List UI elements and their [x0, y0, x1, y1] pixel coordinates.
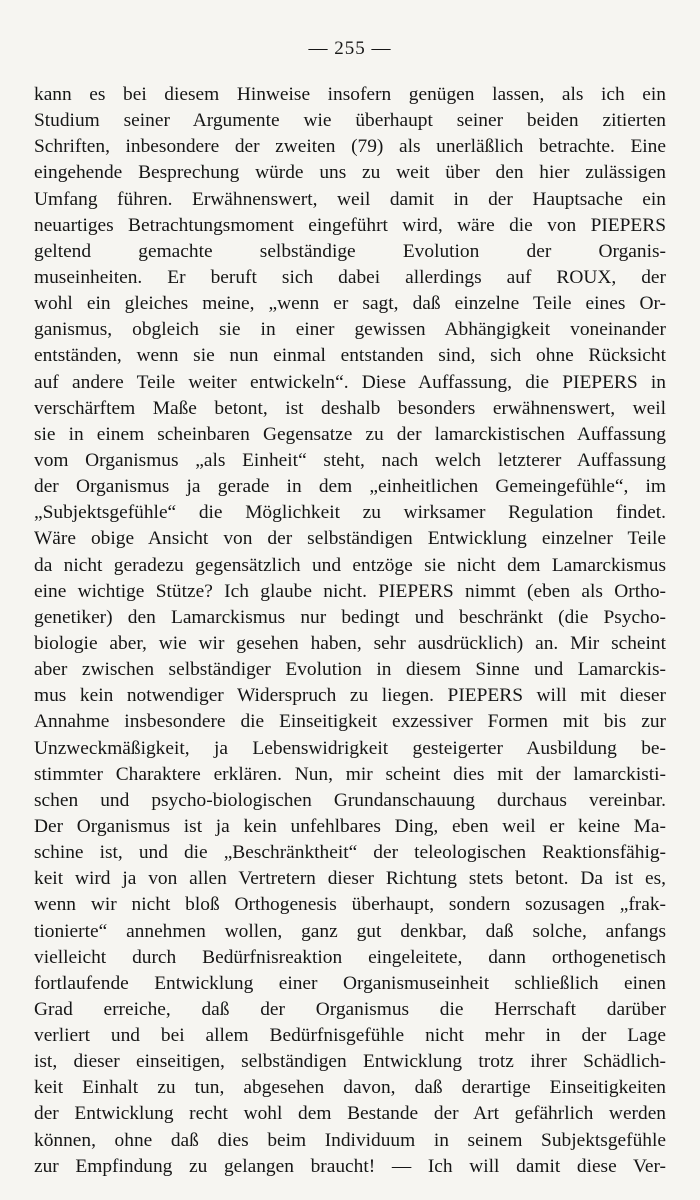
text-line: aber zwischen selbständiger Evolution in diesem Sinne und Lamarckis-: [34, 659, 666, 681]
text-line: verschärftem Maße betont, ist deshalb besonders erwähnenswert, weil: [34, 397, 666, 419]
text-line: eingehende Besprechung würde uns zu weit über den hier zulässigen: [34, 162, 666, 184]
text-line: museinheiten. Er beruft sich dabei allerdings auf ROUX, der: [34, 266, 666, 288]
page-number: — 255 —: [308, 38, 392, 59]
body-text: [34, 82, 666, 1180]
text-line: fortlaufende Entwicklung einer Organismuseinheit schließlich einen: [34, 972, 666, 994]
text-line: vielleicht durch Bedürfnisreaktion eingeleitete, dann orthogenetisch: [34, 946, 666, 968]
text-line: Studium seiner Argumente wie überhaupt seiner beiden zitierten: [34, 110, 666, 132]
text-line: geltend gemachte selbständige Evolution der Organis-: [34, 240, 666, 262]
text-line: schine ist, und die „Beschränktheit“ der teleologischen Reaktionsfähig-: [34, 842, 666, 864]
text-line: auf andere Teile weiter entwickeln“. Diese Auffassung, die PIEPERS in: [34, 371, 666, 393]
text-line: wohl ein gleiches meine, „wenn er sagt, daß einzelne Teile eines Or-: [34, 293, 666, 315]
text-line: sie in einem scheinbaren Gegensatze zu der lamarckistischen Auffassung: [34, 423, 666, 445]
text-line: Schriften, inbesondere der zweiten (79) als unerläßlich betrachte. Eine: [34, 136, 666, 158]
text-line: vom Organismus „als Einheit“ steht, nach welch letzterer Auffassung: [34, 449, 666, 471]
text-line: biologie aber, wie wir gesehen haben, sehr ausdrücklich) an. Mir scheint: [34, 632, 666, 654]
text-line: Annahme insbesondere die Einseitigkeit exzessiver Formen mit bis zur: [34, 711, 666, 733]
text-line: Umfang führen. Erwähnenswert, weil damit in der Hauptsache ein: [34, 188, 666, 210]
text-line: neuartiges Betrachtungsmoment eingeführt wird, wäre die von PIEPERS: [34, 214, 666, 236]
text-line: können, ohne daß dies beim Individuum in seinem Subjektsgefühle: [34, 1129, 666, 1151]
text-line: genetiker) den Lamarckismus nur bedingt und beschränkt (die Psycho-: [34, 606, 666, 628]
text-line: tionierte“ annehmen wollen, ganz gut denkbar, daß solche, anfangs: [34, 920, 666, 942]
text-line: ganismus, obgleich sie in einer gewissen Abhängigkeit voneinander: [34, 319, 666, 341]
text-line: Unzweckmäßigkeit, ja Lebenswidrigkeit gesteigerter Ausbildung be-: [34, 737, 666, 759]
text-line: Grad erreiche, daß der Organismus die Herrschaft darüber: [34, 998, 666, 1020]
text-line: zur Empfindung zu gelangen braucht! — Ich will damit diese Ver-: [34, 1155, 666, 1177]
text-line: „Subjektsgefühle“ die Möglichkeit zu wirksamer Regulation findet.: [34, 502, 666, 524]
text-line: eine wichtige Stütze? Ich glaube nicht. PIEPERS nimmt (eben als Ortho-: [34, 580, 666, 602]
text-line: da nicht geradezu gegensätzlich und entzöge sie nicht dem Lamarckismus: [34, 554, 666, 576]
text-line: der Organismus ja gerade in dem „einheitlichen Gemeingefühle“, im: [34, 476, 666, 498]
text-line: mus kein notwendiger Widerspruch zu liegen. PIEPERS will mit dieser: [34, 685, 666, 707]
text-line: keit Einhalt zu tun, abgesehen davon, daß derartige Einseitigkeiten: [34, 1077, 666, 1099]
text-line: keit wird ja von allen Vertretern dieser Richtung stets betont. Da ist es,: [34, 868, 666, 890]
text-line: schen und psycho-biologischen Grundanschauung durchaus vereinbar.: [34, 789, 666, 811]
text-line: verliert und bei allem Bedürfnisgefühle nicht mehr in der Lage: [34, 1025, 666, 1047]
text-line: Der Organismus ist ja kein unfehlbares Ding, eben weil er keine Ma-: [34, 815, 666, 837]
text-line: Wäre obige Ansicht von der selbständigen Entwicklung einzelner Teile: [34, 528, 666, 550]
text-line: der Entwicklung recht wohl dem Bestande der Art gefährlich werden: [34, 1103, 666, 1125]
text-line: ist, dieser einseitigen, selbständigen Entwicklung trotz ihrer Schädlich-: [34, 1051, 666, 1073]
text-line: stimmter Charaktere erklären. Nun, mir scheint dies mit der lamarckisti-: [34, 763, 666, 785]
text-line: kann es bei diesem Hinweise insofern genügen lassen, als ich ein: [34, 84, 666, 105]
text-line: entständen, wenn sie nun einmal entstanden sind, sich ohne Rücksicht: [34, 345, 666, 367]
text-line: wenn wir nicht bloß Orthogenesis überhaupt, sondern sozusagen „frak-: [34, 894, 666, 916]
